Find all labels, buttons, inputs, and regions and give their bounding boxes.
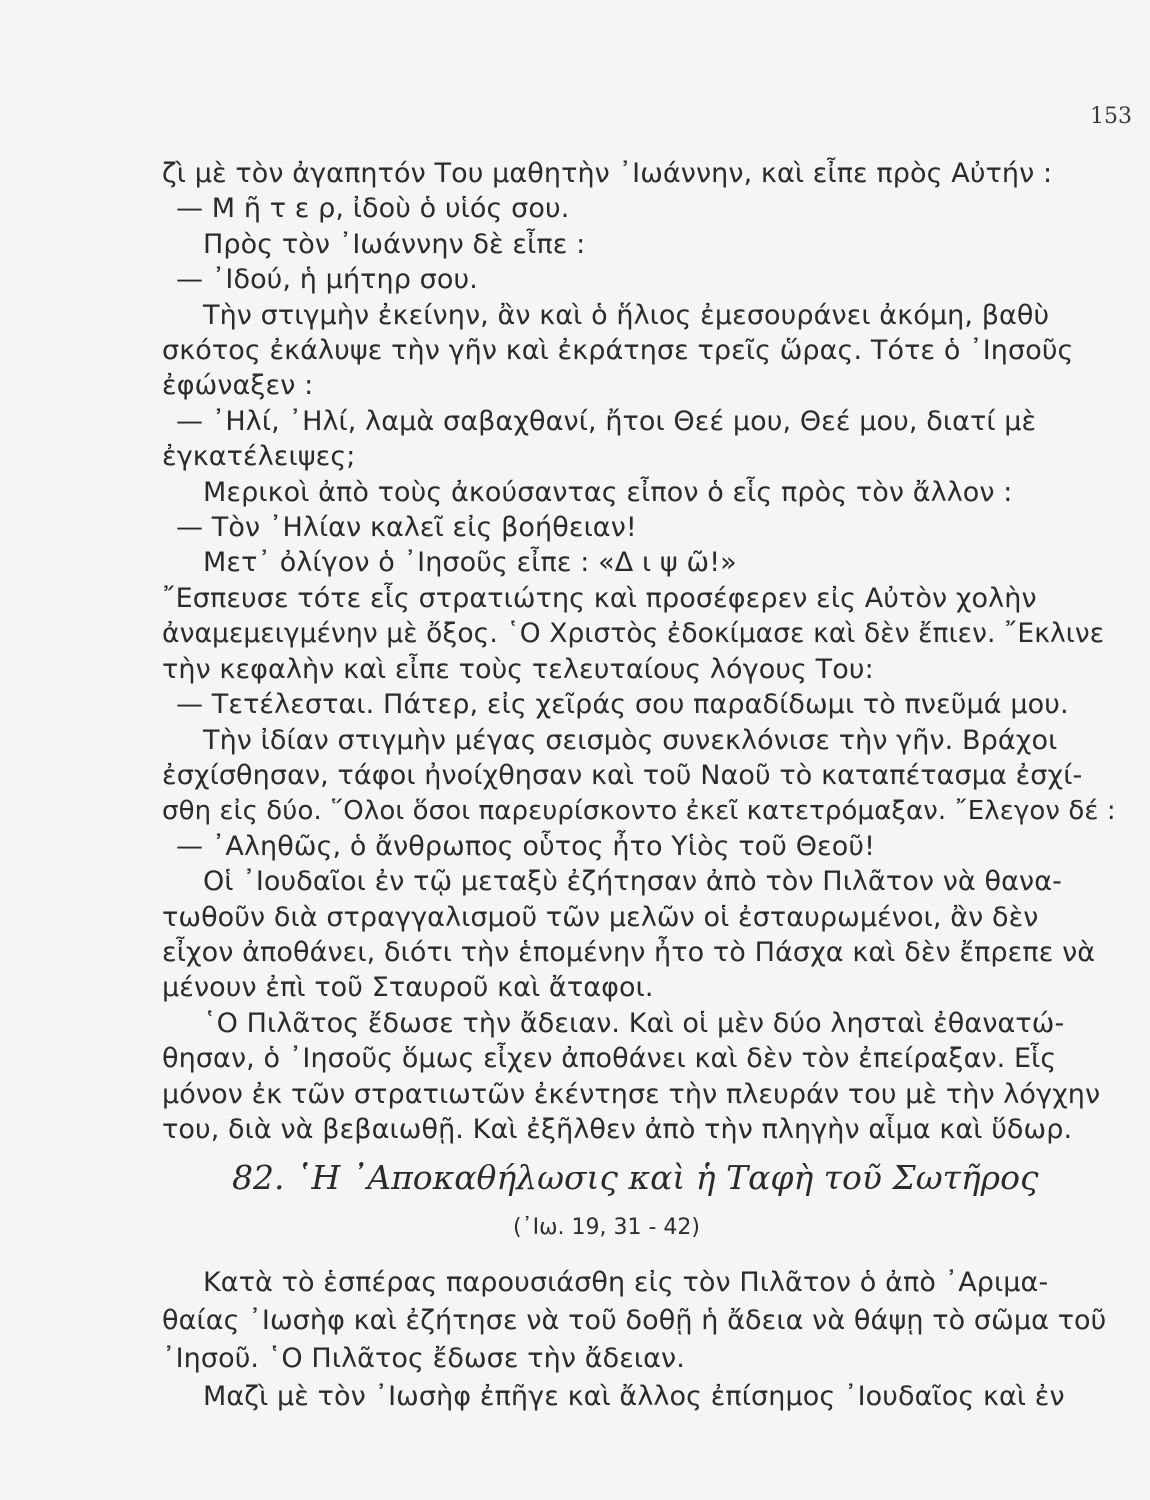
text-line: ᾽Ιησοῦ. ῾Ο Πιλᾶτος ἔδωσε τὴν ἄδειαν.	[162, 1343, 685, 1374]
text-line: ῎Εσπευσε τότε εἷς στρατιώτης καὶ προσέφερεν εἰς Αὐτὸν χολὴν	[162, 583, 1037, 614]
section-heading: 82. ῾Η ᾽Αποκαθήλωσις καὶ ἡ Ταφὴ τοῦ Σωτῆρος	[232, 1158, 1039, 1197]
section-reference: (᾽Ιω. 19, 31 - 42)	[513, 1215, 700, 1240]
text-line: θησαν, ὁ ᾽Ιησοῦς ὅμως εἶχεν ἀποθάνει καὶ δὲν τὸν ἐπείραξαν. Εἷς	[162, 1043, 1057, 1074]
text-line: Κατὰ τὸ ἑσπέρας παρουσιάσθη εἰς τὸν Πιλᾶτον ὁ ἀπὸ ᾽Αριμα-	[203, 1267, 1049, 1298]
text-line: σκότος ἐκάλυψε τὴν γῆν καὶ ἐκράτησε τρεῖς ὥρας. Τότε ὁ ᾽Ιησοῦς	[162, 335, 1074, 366]
text-line: ῾Ο Πιλᾶτος ἔδωσε τὴν ἄδειαν. Καὶ οἱ μὲν δύο λησταὶ ἐθανατώ-	[203, 1008, 1065, 1039]
text-line: ἐγκατέλειψες;	[162, 441, 356, 472]
text-line: — ᾽Ηλί, ᾽Ηλί, λαμὰ σαβαχθανί, ἤτοι Θεέ μου, Θεέ μου, διατί μὲ	[176, 406, 1037, 437]
page-number: 153	[1090, 104, 1132, 129]
text-line: Μετ᾽ ὀλίγον ὁ ᾽Ιησοῦς εἶπε : «Δ ι ψ ῶ!»	[203, 547, 737, 578]
text-line: Τὴν στιγμὴν ἐκείνην, ἂν καὶ ὁ ἥλιος ἐμεσουράνει ἀκόμη, βαθὺ	[203, 300, 1050, 331]
text-line: τωθοῦν διὰ στραγγαλισμοῦ τῶν μελῶν οἱ ἐσταυρωμένοι, ἂν δὲν	[162, 902, 1039, 933]
text-line: μόνον ἐκ τῶν στρατιωτῶν ἐκέντησε τὴν πλευράν του μὲ τὴν λόγχην	[162, 1079, 1101, 1110]
text-line: ἀναμεμειγμένην μὲ ὄξος. ῾Ο Χριστὸς ἐδοκίμασε καὶ δὲν ἔπιεν. ῎Εκλινε	[162, 618, 1105, 649]
text-line: Τὴν ἰδίαν στιγμὴν μέγας σεισμὸς συνεκλόνισε τὴν γῆν. Βράχοι	[203, 725, 1058, 756]
text-line: ἐφώναξεν :	[162, 370, 314, 401]
text-line: Μαζὶ μὲ τὸν ᾽Ιωσὴφ ἐπῆγε καὶ ἄλλος ἐπίσημος ᾽Ιουδαῖος καὶ ἐν	[203, 1381, 1065, 1412]
text-line: μένουν ἐπὶ τοῦ Σταυροῦ καὶ ἄταφοι.	[162, 972, 654, 1003]
text-line: θαίας ᾽Ιωσὴφ καὶ ἐζήτησε νὰ τοῦ δοθῇ ἡ ἄδεια νὰ θάψῃ τὸ σῶμα τοῦ	[162, 1305, 1107, 1336]
text-line: — Μ ῆ τ ε ρ, ἰδοὺ ὁ υἱός σου.	[176, 193, 570, 224]
text-line: εἶχον ἀποθάνει, διότι τὴν ἑπομένην ἦτο τὸ Πάσχα καὶ δὲν ἔπρεπε νὰ	[162, 937, 1096, 968]
text-line: σθη εἰς δύο. ῞Ολοι ὅσοι παρευρίσκοντο ἐκεῖ κατετρόμαξαν. ῎Ελεγον δέ :	[162, 796, 1116, 826]
text-line: ζὶ μὲ τὸν ἀγαπητόν Του μαθητὴν ᾽Ιωάννην, καὶ εἶπε πρὸς Αὐτήν :	[162, 158, 1053, 189]
text-line: — ᾽Αληθῶς, ὁ ἄνθρωπος οὗτος ἦτο Υἱὸς τοῦ Θεοῦ!	[176, 831, 876, 862]
text-line: Μερικοὶ ἀπὸ τοὺς ἀκούσαντας εἶπον ὁ εἷς πρὸς τὸν ἄλλον :	[203, 477, 1013, 508]
text-line: Πρὸς τὸν ᾽Ιωάννην δὲ εἶπε :	[203, 229, 586, 260]
text-line: — Τὸν ᾽Ηλίαν καλεῖ εἰς βοήθειαν!	[176, 512, 637, 543]
text-line: του, διὰ νὰ βεβαιωθῇ. Καὶ ἐξῆλθεν ἀπὸ τὴν πληγὴν αἷμα καὶ ὕδωρ.	[162, 1114, 1073, 1145]
text-line: — Τετέλεσται. Πάτερ, εἰς χεῖράς σου παραδίδωμι τὸ πνεῦμά μου.	[176, 689, 1069, 720]
text-line: Οἱ ᾽Ιουδαῖοι ἐν τῷ μεταξὺ ἐζήτησαν ἀπὸ τὸν Πιλᾶτον νὰ θανα-	[203, 866, 1062, 897]
text-line: ἐσχίσθησαν, τάφοι ἠνοίχθησαν καὶ τοῦ Ναοῦ τὸ καταπέτασμα ἐσχί-	[162, 760, 1083, 791]
text-line: — ᾽Ιδού, ἡ μήτηρ σου.	[176, 264, 478, 295]
text-line: τὴν κεφαλὴν καὶ εἶπε τοὺς τελευταίους λόγους Του:	[162, 654, 874, 685]
